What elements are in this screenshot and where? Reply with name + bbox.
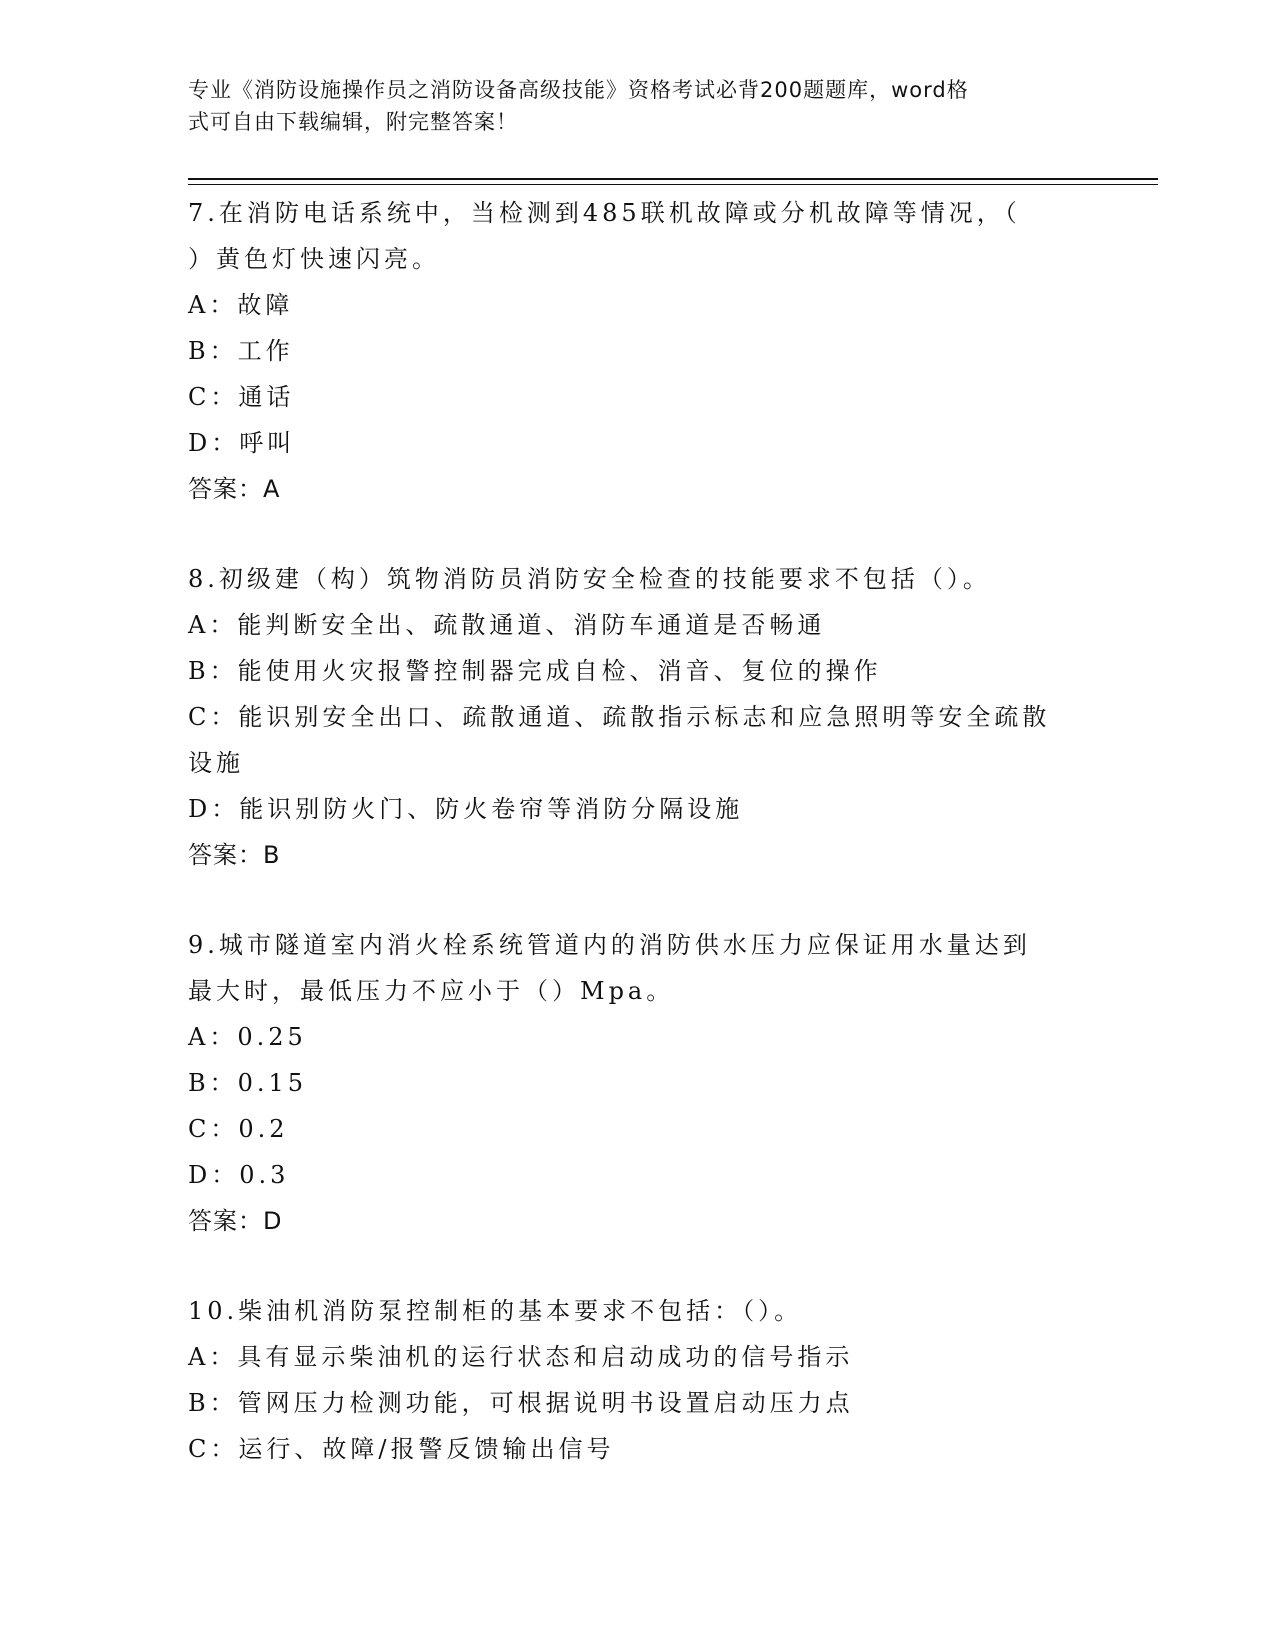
question-list	[188, 190, 1088, 1472]
question-7	[188, 190, 1088, 512]
question-10	[188, 1288, 1088, 1472]
option-c: C：通话	[188, 383, 295, 411]
spacer	[188, 1244, 1088, 1288]
header-line-2: 式可自由下载编辑，附完整答案！	[188, 110, 518, 134]
option-d: D：呼叫	[188, 429, 296, 457]
question-stem: 10.柴油机消防泵控制柜的基本要求不包括：（）。	[188, 1297, 803, 1325]
header-rule-thick	[188, 178, 1158, 180]
option-d: D：0.3	[188, 1161, 290, 1189]
option-b: B：管网压力检测功能，可根据说明书设置启动压力点	[188, 1389, 854, 1417]
option-c: C：0.2	[188, 1115, 289, 1143]
question-stem-continued: 最大时，最低压力不应小于（）Mpa。	[188, 977, 675, 1005]
answer: 答案：B	[188, 841, 281, 869]
option-a: A：故障	[188, 291, 294, 319]
question-stem: 7.在消防电话系统中，当检测到485联机故障或分机故障等情况，（	[188, 199, 1021, 227]
question-stem: 9.城市隧道室内消火栓系统管道内的消防供水压力应保证用水量达到	[188, 931, 1031, 959]
question-stem-continued: ）黄色灯快速闪亮。	[188, 245, 440, 273]
answer: 答案：D	[188, 1207, 283, 1235]
header-rule-thin	[188, 184, 1158, 185]
document-header-note	[188, 74, 1068, 138]
header-line-1: 专业《消防设施操作员之消防设备高级技能》资格考试必背200题题库，word格	[188, 78, 969, 102]
option-d: D：能识别防火门、防火卷帘等消防分隔设施	[188, 795, 744, 823]
answer: 答案：A	[188, 475, 281, 503]
option-b: B：工作	[188, 337, 294, 365]
option-c: C：运行、故障/报警反馈输出信号	[188, 1435, 615, 1463]
option-c: C：能识别安全出口、疏散通道、疏散指示标志和应急照明等安全疏散	[188, 703, 1051, 731]
spacer	[188, 512, 1088, 556]
option-b: B：0.15	[188, 1069, 308, 1097]
option-c-continued: 设施	[188, 749, 244, 777]
question-9	[188, 922, 1088, 1244]
option-a: A：具有显示柴油机的运行状态和启动成功的信号指示	[188, 1343, 854, 1371]
spacer	[188, 878, 1088, 922]
question-8	[188, 556, 1088, 878]
option-a: A：能判断安全出、疏散通道、消防车通道是否畅通	[188, 611, 826, 639]
question-stem: 8.初级建（构）筑物消防员消防安全检查的技能要求不包括（）。	[188, 565, 991, 593]
option-a: A：0.25	[188, 1023, 307, 1051]
option-b: B：能使用火灾报警控制器完成自检、消音、复位的操作	[188, 657, 882, 685]
